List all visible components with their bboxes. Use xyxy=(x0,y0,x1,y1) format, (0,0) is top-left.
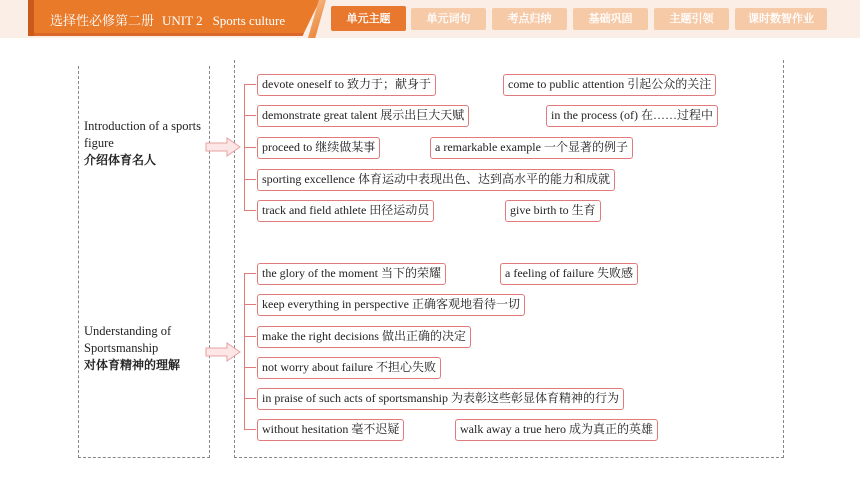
left-box-border-left xyxy=(78,66,79,458)
group-label-sportsmanship xyxy=(84,323,204,374)
book-title: 选择性必修第二册 xyxy=(50,14,155,29)
left-box-border-bottom xyxy=(78,457,210,458)
header-bar xyxy=(0,0,860,38)
phrase-box: give birth to 生育 xyxy=(505,200,601,222)
phrase-box: the glory of the moment 当下的荣耀 xyxy=(257,263,446,285)
phrase-box: make the right decisions 做出正确的决定 xyxy=(257,326,471,348)
phrase-box: walk away a true hero 成为真正的英雄 xyxy=(455,419,658,441)
group-label-en: Understanding of Sportsmanship xyxy=(84,324,172,355)
right-box-border-left xyxy=(234,60,235,458)
tab-theme-guide[interactable]: 主题引领 xyxy=(654,8,729,30)
bracket-tick xyxy=(244,398,256,399)
tab-homework[interactable]: 课时数智作业 xyxy=(735,8,827,30)
phrase-box: in praise of such acts of sportsmanship 为表彰这些彰显体育精神的行为 xyxy=(257,388,624,410)
phrase-box: in the process (of) 在……过程中 xyxy=(546,105,718,127)
phrase-box: a feeling of failure 失败感 xyxy=(500,263,638,285)
phrase-box: without hesitation 毫不迟疑 xyxy=(257,419,404,441)
title-accent xyxy=(28,0,34,36)
phrase-box: demonstrate great talent 展示出巨大天赋 xyxy=(257,105,469,127)
unit-label: UNIT 2 xyxy=(162,13,203,28)
bracket-tick xyxy=(244,147,256,148)
right-box-border-bottom xyxy=(234,457,784,458)
tab-basic-practice[interactable]: 基础巩固 xyxy=(573,8,648,30)
right-box-border-right xyxy=(783,60,784,458)
bracket-tick xyxy=(244,84,256,85)
phrase-box: a remarkable example 一个显著的例子 xyxy=(430,137,633,159)
tab-unit-vocabulary[interactable]: 单元词句 xyxy=(411,8,486,30)
group-label-zh: 对体育精神的理解 xyxy=(84,358,181,372)
tab-key-points[interactable]: 考点归纳 xyxy=(492,8,567,30)
left-box-border-right xyxy=(209,66,210,458)
tab-unit-theme[interactable]: 单元主题 xyxy=(331,6,406,31)
phrase-box: keep everything in perspective 正确客观地看待一切 xyxy=(257,294,525,316)
bracket-tick xyxy=(244,273,256,274)
arrow-right-icon xyxy=(205,137,241,157)
bracket-tick xyxy=(244,367,256,368)
group-label-zh: 介绍体育名人 xyxy=(84,153,157,167)
bracket-tick xyxy=(244,304,256,305)
phrase-box: track and field athlete 田径运动员 xyxy=(257,200,434,222)
phrase-box: devote oneself to 致力于；献身于 xyxy=(257,74,436,96)
topic-label: Sports culture xyxy=(212,13,286,28)
arrow-right-icon xyxy=(205,342,241,362)
phrase-box: proceed to 继续做某事 xyxy=(257,137,380,159)
group-label-sports-figure xyxy=(84,118,202,169)
bracket-tick xyxy=(244,336,256,337)
bracket-tick xyxy=(244,115,256,116)
bracket-tick xyxy=(244,210,256,211)
bracket-tick xyxy=(244,429,256,430)
phrase-box: come to public attention 引起公众的关注 xyxy=(503,74,716,96)
phrase-box: not worry about failure 不担心失败 xyxy=(257,357,441,379)
page-title xyxy=(50,10,285,29)
phrase-box: sporting excellence 体育运动中表现出色、达到高水平的能力和成就 xyxy=(257,169,615,191)
group-label-en: Introduction of a sports figure xyxy=(84,119,201,150)
bracket-group-2 xyxy=(244,273,245,430)
bracket-tick xyxy=(244,179,256,180)
